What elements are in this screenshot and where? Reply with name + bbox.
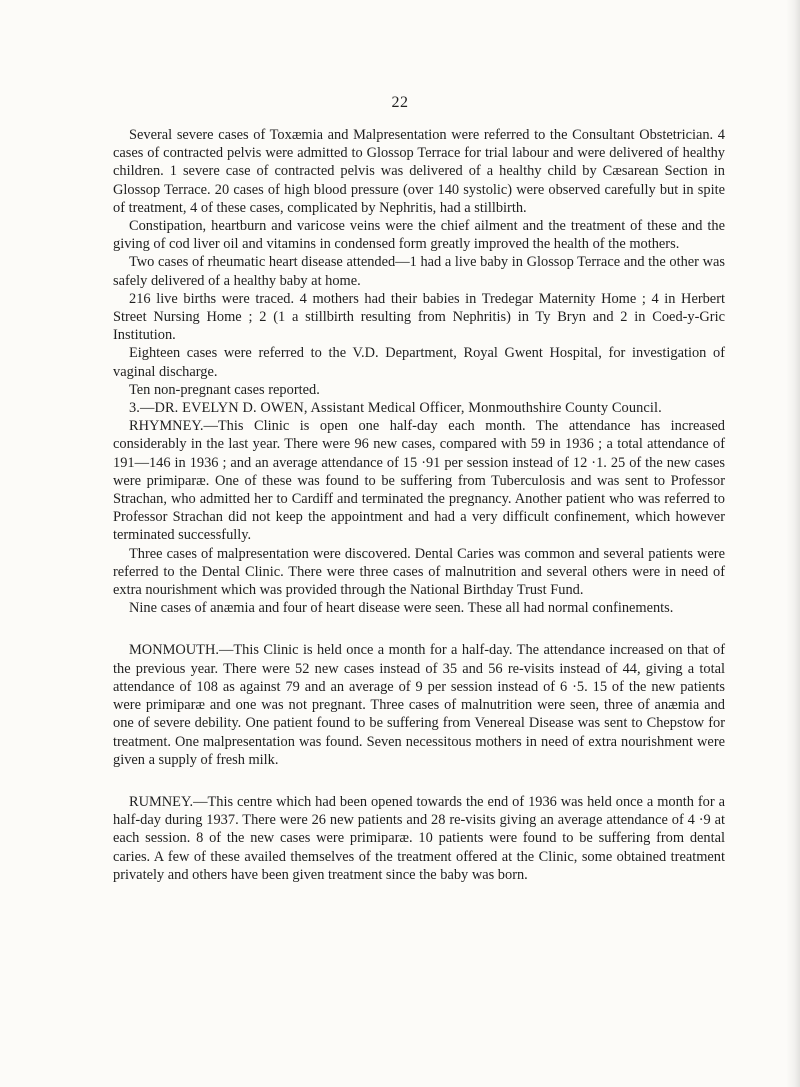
page-body [113,126,725,884]
rumney-paragraph: RUMNEY.—This centre which had been opened towards the end of 1936 was held once a month for a half-day during 1937. There were 26 new patients and 28 re-visits giving an average attendance of 4 ·9 at each session. 8 of the new cases were primiparæ. 10 patients were found to be suffering from dental caries. A few of these availed themselves of the treatment offered at the Clinic, some obtained treatment privately and others have been given treatment since the baby was born. [113,793,725,883]
rumney-section [113,793,725,884]
obstetric-summary-section [113,126,725,399]
rhymney-paragraph-malpresentation: Three cases of malpresentation were discovered. Dental Caries was common and several patients were referred to the Dental Clinic. There were three cases of malnutrition and several others were in need of extra nourishment which was provided through the National Birthday Trust Fund. [113,545,725,599]
rhymney-section [113,417,725,617]
monmouth-section [113,641,725,768]
page-edge-shadow [786,0,800,1087]
section-heading-dr-owen: 3.—DR. EVELYN D. OWEN, Assistant Medical Officer, Monmouthshire County Council. [129,400,662,417]
rhymney-paragraph-attendance: RHYMNEY.—This Clinic is open one half-day each month. The attendance has increased considerably in the last year. There were 96 new cases, compared with 59 in 1936 ; a total attendance of 191—146 in 1936 ; and an average attendance of 15 ·91 per session instead of 12 ·1. 25 of the new cases were primiparæ. One of these was found to be suffering from Tuberculosis and was sent to Professor Strachan, who admitted her to Cardiff and terminated the pregnancy. Another patient who was referred to Professor Strachan did not keep the appointment and had a very difficult confinement, which however terminated successfully. [113,418,725,544]
intro-paragraph-vd-referrals: Eighteen cases were referred to the V.D. Department, Royal Gwent Hospital, for investigation of vaginal discharge. [113,345,725,380]
rhymney-paragraph-anaemia: Nine cases of anæmia and four of heart disease were seen. These all had normal confinements. [129,600,674,617]
intro-paragraph-rheumatic-heart: Two cases of rheumatic heart disease attended—1 had a live baby in Glossop Terrace and the other was safely delivered of a healthy baby at home. [113,254,725,289]
monmouth-paragraph: MONMOUTH.—This Clinic is held once a month for a half-day. The attendance increased on that of the previous year. There were 52 new cases instead of 35 and 56 re-visits instead of 44, giving a total attendance of 108 as against 79 and an average of 9 per session instead of 6 ·5. 15 of the new patients were primiparæ and one was not pregnant. Three cases of malnutrition were seen, three of anæmia and one of severe debility. One patient found to be suffering from Venereal Disease was sent to Chepstow for treatment. One malpresentation was found. Seven necessitous mothers in need of extra nourishment were given a supply of fresh milk. [113,642,725,768]
intro-paragraph-live-births: 216 live births were traced. 4 mothers had their babies in Tredegar Maternity Home ; 4 in Herbert Street Nursing Home ; 2 (1 a stillbirth resulting from Nephritis) in Ty Bryn and 2 in Coed-y-Gric Institution. [113,290,725,344]
intro-paragraph-constipation: Constipation, heartburn and varicose veins were the chief ailment and the treatment of these and the giving of cod liver oil and vitamins in condensed form greatly improved the health of the mothers. [113,218,725,253]
intro-paragraph-non-pregnant: Ten non-pregnant cases reported. [129,381,320,398]
intro-paragraph-toxaemia: Several severe cases of Toxæmia and Malpresentation were referred to the Consultant Obstetrician. 4 cases of contracted pelvis were admitted to Glossop Terrace for trial labour and were delivered of healthy children. 1 severe case of contracted pelvis was delivered of a healthy child by Cæsarean Section in Glossop Terrace. 20 cases of high blood pressure (over 140 systolic) were observed carefully but in spite of treatment, 4 of these cases, complicated by Nephritis, had a stillbirth. [113,127,725,216]
page-number: 22 [391,94,409,111]
